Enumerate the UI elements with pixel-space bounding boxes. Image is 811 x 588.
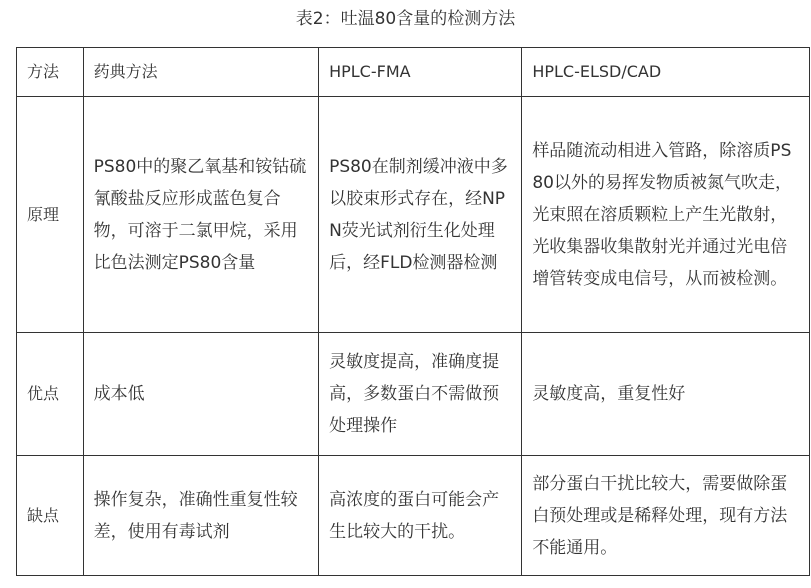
detection-methods-table [16,47,810,576]
table-row-disadvantage [17,456,810,576]
cell-hplc-elsd-cad: 样品随流动相进入管路，除溶质PS80以外的易挥发物质被氮气吹走，光束照在溶质颗粒上产生光散射，光收集器收集散射光并通过光电倍增管转变成电信号，从而被检测。 [522,97,810,333]
cell-pharmacopoeia: PS80中的聚乙氧基和铵钴硫氰酸盐反应形成蓝色复合物，可溶于二氯甲烷，采用比色法测定PS80含量 [83,97,318,333]
header-hplc-elsd-cad: HPLC-ELSD/CAD [522,48,810,97]
row-label: 缺点 [17,456,84,576]
table-header-row [17,48,810,97]
table-caption: 表2：吐温80含量的检测方法 [295,9,516,29]
row-label: 原理 [17,97,84,333]
cell-hplc-fma: 灵敏度提高，准确度提高，多数蛋白不需做预处理操作 [319,333,522,456]
table-row-principle [17,97,810,333]
row-label: 优点 [17,333,84,456]
header-hplc-fma: HPLC-FMA [319,48,522,97]
table-row-advantage [17,333,810,456]
cell-hplc-elsd-cad: 部分蛋白干扰比较大，需要做除蛋白预处理或是稀释处理，现有方法不能通用。 [522,456,810,576]
cell-hplc-elsd-cad: 灵敏度高，重复性好 [522,333,810,456]
header-pharmacopoeia: 药典方法 [83,48,318,97]
cell-hplc-fma: PS80在制剂缓冲液中多以胶束形式存在，经NPN荧光试剂衍生化处理后，经FLD检测器检测 [319,97,522,333]
cell-pharmacopoeia: 操作复杂，准确性重复性较差，使用有毒试剂 [83,456,318,576]
cell-hplc-fma: 高浓度的蛋白可能会产生比较大的干扰。 [319,456,522,576]
header-method: 方法 [17,48,84,97]
cell-pharmacopoeia: 成本低 [83,333,318,456]
